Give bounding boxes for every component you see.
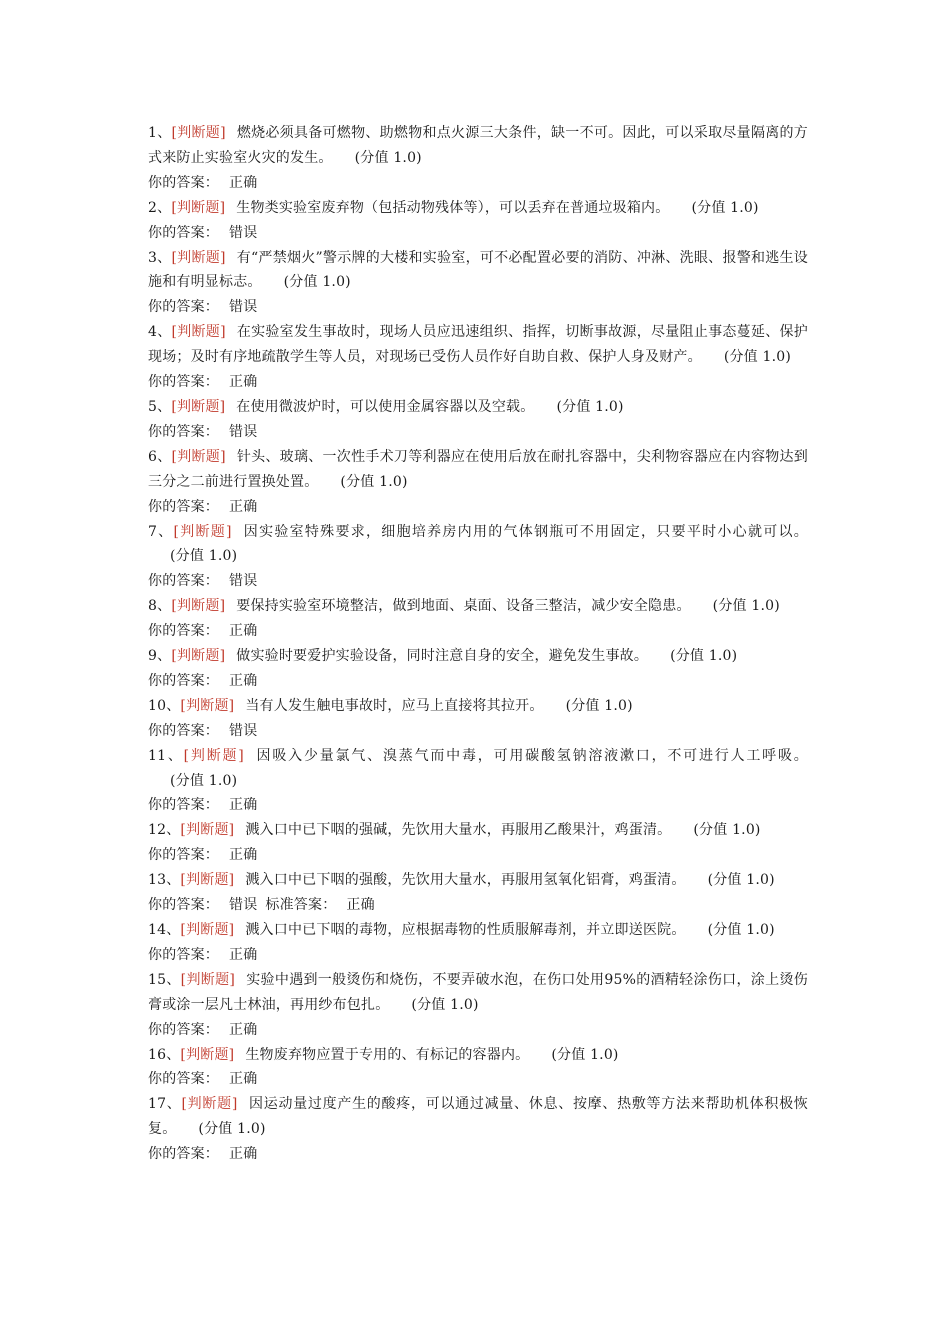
question-score: (分值 1.0): [198, 1121, 266, 1138]
question-line: [148, 246, 808, 296]
question-text: 要保持实验室环境整洁，做到地面、桌面、设备三整洁，减少安全隐患。: [236, 598, 691, 615]
question-line: [148, 196, 808, 221]
answer-label: 你的答案：: [148, 1146, 219, 1163]
answer-value: 错误: [229, 423, 258, 440]
question-item: [148, 694, 808, 744]
answer-value: 正确: [229, 847, 258, 864]
question-item: [148, 520, 808, 595]
question-line: [148, 121, 808, 171]
question-type: [判断题]: [171, 199, 226, 216]
question-text: 燃烧必须具备可燃物、助燃物和点火源三大条件，缺一不可。因此，可以采取尽量隔离的方式来防止实验室火灾的发生。: [148, 125, 808, 166]
question-score: (分值 1.0): [723, 349, 792, 366]
question-score: (分值 1.0): [693, 822, 761, 839]
question-line: [148, 744, 808, 794]
answer-line: [148, 893, 808, 918]
answer-label: 你的答案：: [148, 797, 219, 814]
answer-label: 你的答案：: [148, 672, 219, 689]
answer-line: [148, 569, 808, 594]
question-text: 在实验室发生事故时，现场人员应迅速组织、指挥，切断事故源，尽量阻止事态蔓延、保护现场；及时有序地疏散学生等人员，对现场已受伤人员作好自助自救、保护人身及财产。: [148, 324, 808, 366]
question-item: [148, 1092, 808, 1167]
question-item: [148, 196, 808, 246]
answer-line: [148, 295, 808, 320]
question-score: (分值 1.0): [565, 697, 633, 714]
question-line: [148, 918, 808, 943]
question-number: 6、: [148, 448, 172, 465]
question-number: 10、: [148, 697, 181, 714]
answer-value: 错误: [229, 897, 258, 914]
question-number: 2、: [148, 199, 172, 216]
question-type: [判断题]: [181, 1096, 238, 1113]
question-type: [判断题]: [171, 324, 226, 341]
question-text: 做实验时要爱护实验设备，同时注意自身的安全，避免发生事故。: [236, 648, 649, 665]
answer-label: 你的答案：: [148, 573, 219, 590]
question-type: [判断题]: [171, 125, 226, 141]
question-number: 5、: [148, 398, 172, 415]
question-text: 实验中遇到一般烫伤和烧伤，不要弄破水泡，在伤口处用95%的酒精轻涂伤口，涂上烫伤膏或涂一层凡士林油，再用纱布包扎。: [148, 971, 808, 1013]
question-number: 3、: [148, 249, 172, 266]
question-text: 溅入口中已下咽的强碱，先饮用大量水，再服用乙酸果汁，鸡蛋清。: [245, 822, 672, 839]
question-number: 9、: [148, 648, 172, 665]
question-type: [判断题]: [171, 598, 226, 615]
question-type: [判断题]: [171, 648, 226, 665]
question-item: [148, 121, 808, 196]
question-line: [148, 694, 808, 719]
answer-value: 正确: [229, 672, 258, 689]
standard-answer-label: 标准答案：: [265, 897, 337, 914]
answer-label: 你的答案：: [148, 847, 219, 864]
answer-value: 正确: [229, 374, 258, 391]
question-line: [148, 1092, 808, 1142]
answer-value: 错误: [229, 573, 258, 590]
question-item: [148, 320, 808, 395]
answer-label: 你的答案：: [148, 623, 219, 640]
question-line: [148, 395, 808, 420]
answer-value: 错误: [229, 722, 258, 739]
question-type: [判断题]: [171, 448, 226, 465]
question-text: 因运动量过度产生的酸疼，可以通过减量、休息、按摩、热敷等方法来帮助机体积极恢复。: [148, 1096, 808, 1138]
question-text: 生物类实验室废弃物（包括动物残体等），可以丢弃在普通垃圾箱内。: [236, 199, 670, 216]
answer-label: 你的答案：: [148, 1021, 219, 1038]
answer-value: 正确: [229, 498, 258, 515]
answer-label: 你的答案：: [148, 423, 219, 440]
question-item: [148, 644, 808, 694]
question-item: [148, 246, 808, 321]
question-item: [148, 594, 808, 644]
question-item: [148, 918, 808, 968]
answer-line: [148, 420, 808, 445]
question-number: 15、: [148, 971, 181, 988]
answer-label: 你的答案：: [148, 946, 219, 963]
question-number: 17、: [148, 1096, 182, 1113]
question-line: [148, 520, 808, 570]
question-type: [判断题]: [180, 822, 235, 839]
question-text: 因实验室特殊要求，细胞培养房内用的气体钢瓶可不用固定，只要平时小心就可以。: [242, 523, 808, 540]
question-type: [判断题]: [173, 523, 232, 540]
standard-answer-value: 正确: [346, 897, 375, 914]
question-number: 14、: [148, 922, 181, 938]
question-score: (分值 1.0): [170, 772, 238, 789]
question-score: (分值 1.0): [707, 872, 775, 889]
question-score: (分值 1.0): [283, 274, 351, 291]
question-line: [148, 644, 808, 669]
answer-value: 正确: [229, 1146, 258, 1163]
answer-value: 错误: [229, 299, 258, 316]
question-item: [148, 445, 808, 520]
answer-line: [148, 495, 808, 520]
question-score: (分值 1.0): [691, 199, 759, 216]
question-text: 生物废弃物应置于专用的、有标记的容器内。: [245, 1046, 530, 1063]
question-list: [148, 121, 808, 1167]
answer-value: 正确: [229, 946, 258, 963]
answer-line: [148, 943, 808, 968]
question-score: (分值 1.0): [551, 1046, 619, 1063]
question-score: (分值 1.0): [712, 598, 780, 615]
question-number: 11、: [148, 747, 184, 764]
answer-value: 正确: [229, 174, 258, 191]
question-item: [148, 744, 808, 819]
question-text: 有“严禁烟火”警示牌的大楼和实验室，可不必配置必要的消防、冲淋、洗眼、报警和逃生设施和有明显标志。: [148, 249, 808, 291]
question-text: 因吸入少量氯气、溴蒸气而中毒，可用碳酸氢钠溶液漱口，不可进行人工呼吸。: [254, 747, 808, 764]
answer-label: 你的答案：: [148, 1071, 219, 1088]
question-line: [148, 445, 808, 495]
question-score: (分值 1.0): [670, 648, 738, 665]
answer-line: [148, 719, 808, 744]
question-item: [148, 868, 808, 918]
question-number: 7、: [148, 523, 174, 540]
question-item: [148, 395, 808, 445]
question-number: 1、: [148, 125, 172, 141]
answer-line: [148, 619, 808, 644]
question-score: (分值 1.0): [411, 996, 479, 1013]
answer-label: 你的答案：: [148, 374, 219, 391]
answer-label: 你的答案：: [148, 498, 219, 515]
question-line: [148, 868, 808, 893]
question-text: 当有人发生触电事故时，应马上直接将其拉开。: [245, 697, 544, 714]
question-line: [148, 818, 808, 843]
question-text: 溅入口中已下咽的毒物，应根据毒物的性质服解毒剂，并立即送医院。: [245, 922, 686, 938]
question-type: [判断题]: [183, 747, 244, 764]
answer-line: [148, 1142, 808, 1167]
question-line: [148, 320, 808, 370]
question-line: [148, 1043, 808, 1068]
answer-value: 正确: [229, 797, 258, 814]
question-number: 12、: [148, 822, 181, 839]
question-number: 16、: [148, 1046, 181, 1063]
question-number: 8、: [148, 598, 172, 615]
answer-line: [148, 793, 808, 818]
answer-value: 正确: [229, 1071, 258, 1088]
answer-line: [148, 171, 808, 196]
answer-label: 你的答案：: [148, 299, 219, 316]
answer-line: [148, 221, 808, 246]
question-score: (分值 1.0): [170, 548, 238, 565]
question-text: 在使用微波炉时，可以使用金属容器以及空载。: [236, 398, 535, 415]
question-score: (分值 1.0): [354, 149, 422, 166]
answer-label: 你的答案：: [148, 722, 219, 739]
answer-label: 你的答案：: [148, 897, 219, 914]
question-score: (分值 1.0): [556, 398, 624, 415]
answer-value: 正确: [229, 1021, 258, 1038]
question-item: [148, 1043, 808, 1093]
question-text: 溅入口中已下咽的强酸，先饮用大量水，再服用氢氧化铝膏，鸡蛋清。: [245, 872, 686, 889]
question-item: [148, 968, 808, 1043]
answer-line: [148, 843, 808, 868]
question-score: (分值 1.0): [340, 473, 408, 490]
answer-value: 错误: [229, 224, 258, 241]
question-score: (分值 1.0): [707, 922, 775, 938]
question-type: [判断题]: [171, 398, 226, 415]
question-line: [148, 594, 808, 619]
answer-line: [148, 669, 808, 694]
question-type: [判断题]: [180, 1046, 235, 1063]
answer-value: 正确: [229, 623, 258, 640]
question-type: [判断题]: [180, 697, 235, 714]
question-type: [判断题]: [171, 249, 226, 266]
question-line: [148, 968, 808, 1018]
answer-label: 你的答案：: [148, 174, 219, 191]
answer-line: [148, 1018, 808, 1043]
answer-label: 你的答案：: [148, 224, 219, 241]
question-type: [判断题]: [180, 922, 235, 938]
question-number: 4、: [148, 324, 172, 341]
question-text: 针头、玻璃、一次性手术刀等利器应在使用后放在耐扎容器中，尖利物容器应在内容物达到三分之二前进行置换处置。: [148, 448, 808, 490]
question-number: 13、: [148, 872, 181, 889]
answer-line: [148, 370, 808, 395]
question-type: [判断题]: [180, 872, 235, 889]
answer-line: [148, 1067, 808, 1092]
question-type: [判断题]: [180, 971, 236, 988]
question-item: [148, 818, 808, 868]
